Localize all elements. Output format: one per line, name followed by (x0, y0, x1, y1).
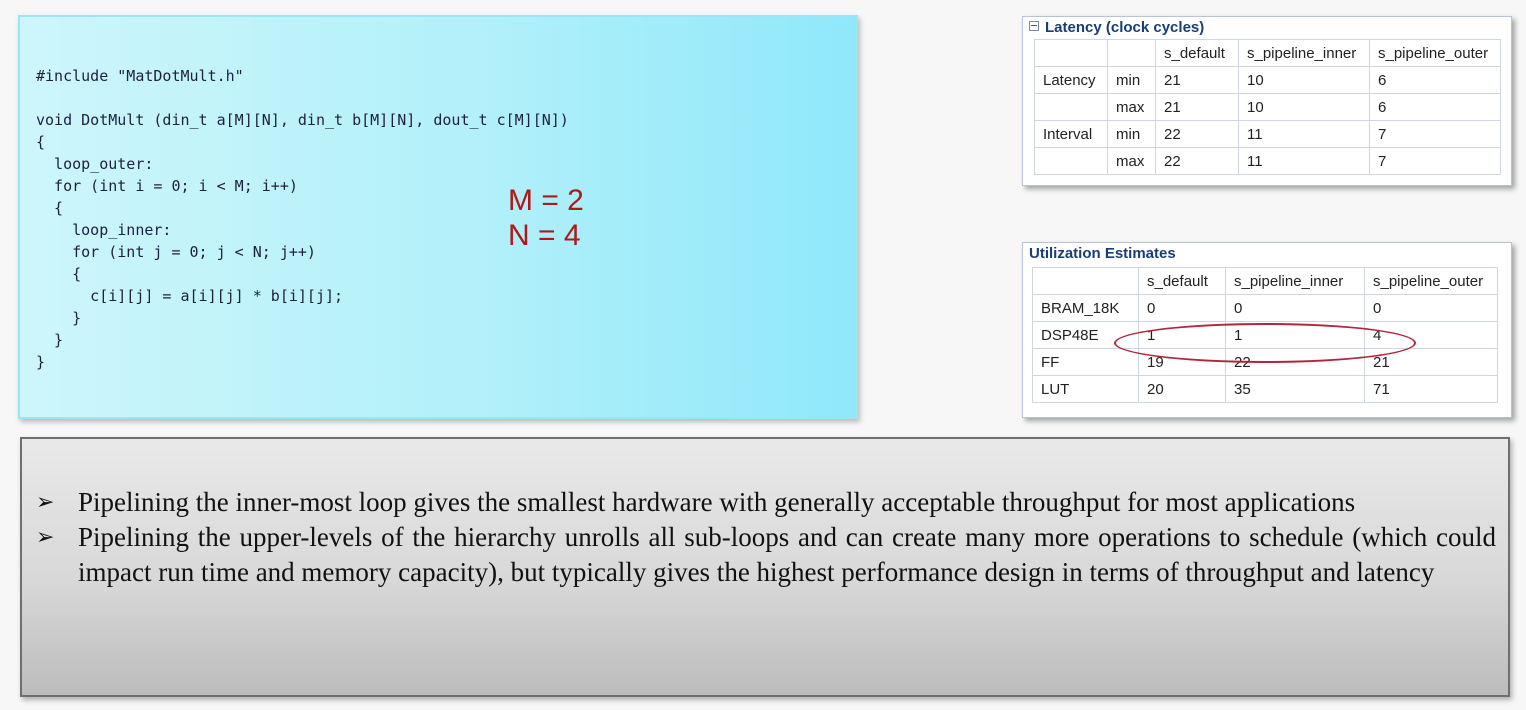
header-cell: s_default (1156, 40, 1239, 67)
table-cell (1035, 148, 1108, 175)
table-row (1035, 94, 1501, 121)
header-cell: s_pipeline_inner (1226, 268, 1365, 295)
table-cell: 20 (1139, 376, 1226, 403)
header-cell (1108, 40, 1156, 67)
code-panel (18, 15, 858, 419)
header-cell: s_pipeline_inner (1239, 40, 1370, 67)
note-bullet (36, 520, 1496, 590)
table-cell: 10 (1239, 67, 1370, 94)
param-n: N = 4 (508, 219, 581, 252)
table-cell: 21 (1365, 349, 1498, 376)
table-row (1033, 376, 1498, 403)
table-header-row (1033, 268, 1498, 295)
table-cell: 21 (1156, 94, 1239, 121)
header-cell: s_pipeline_outer (1370, 40, 1501, 67)
table-cell: 22 (1226, 349, 1365, 376)
table-cell: 4 (1365, 322, 1498, 349)
table-cell: FF (1033, 349, 1139, 376)
header-cell: s_pipeline_outer (1365, 268, 1498, 295)
collapse-icon[interactable] (1029, 21, 1039, 31)
code-line: loop_inner: (36, 221, 172, 239)
header-cell: s_default (1139, 268, 1226, 295)
table-cell: 7 (1370, 148, 1501, 175)
table-cell: BRAM_18K (1033, 295, 1139, 322)
table-cell: 6 (1370, 94, 1501, 121)
param-m: M = 2 (508, 184, 584, 217)
code-block (36, 65, 569, 373)
table-cell: LUT (1033, 376, 1139, 403)
table-cell: 0 (1365, 295, 1498, 322)
table-cell: min (1108, 121, 1156, 148)
code-line: void DotMult (din_t a[M][N], din_t b[M][N], dout_t c[M][N]) (36, 111, 569, 129)
header-cell (1033, 268, 1139, 295)
table-cell: 0 (1139, 295, 1226, 322)
arrow-bullet-icon: ➢ (36, 490, 55, 515)
notes-list (22, 439, 1508, 590)
table-cell: 19 (1139, 349, 1226, 376)
code-line: } (36, 331, 64, 349)
table-header-row (1035, 40, 1501, 67)
table-cell: 1 (1226, 322, 1365, 349)
table-cell: max (1108, 94, 1156, 121)
code-line: { (36, 265, 82, 283)
code-line: #include "MatDotMult.h" (36, 67, 244, 85)
table-cell: 10 (1239, 94, 1370, 121)
note-bullet (36, 485, 1496, 520)
code-line: c[i][j] = a[i][j] * b[i][j]; (36, 287, 344, 305)
utilization-panel-header (1023, 243, 1511, 265)
table-cell: 71 (1365, 376, 1498, 403)
table-cell: 1 (1139, 322, 1226, 349)
code-line: } (36, 353, 46, 371)
table-row (1035, 121, 1501, 148)
table-cell: Latency (1035, 67, 1108, 94)
table-cell: 21 (1156, 67, 1239, 94)
table-cell: 22 (1156, 121, 1239, 148)
table-row (1033, 295, 1498, 322)
table-cell: 7 (1370, 121, 1501, 148)
code-line: for (int i = 0; i < M; i++) (36, 177, 298, 195)
note-text: Pipelining the inner-most loop gives the smallest hardware with generally acceptable throughput for most applications (78, 487, 1356, 517)
utilization-title: Utilization Estimates (1029, 245, 1176, 262)
table-cell: 22 (1156, 148, 1239, 175)
latency-title: Latency (clock cycles) (1045, 19, 1205, 36)
table-cell: 11 (1239, 148, 1370, 175)
table-cell: 6 (1370, 67, 1501, 94)
table-cell (1035, 94, 1108, 121)
dsp48e-highlight-ellipse (1114, 323, 1416, 363)
table-cell: DSP48E (1033, 322, 1139, 349)
code-line: } (36, 309, 82, 327)
table-cell: min (1108, 67, 1156, 94)
loop-parameters (508, 183, 584, 253)
table-cell: 0 (1226, 295, 1365, 322)
code-line: { (36, 133, 46, 151)
header-cell (1035, 40, 1108, 67)
note-text: Pipelining the upper-levels of the hierarchy unrolls all sub-loops and can create many more operations to schedule (which could impact run time and memory capacity), but typically gives the highest performance design in terms of throughput and latency (78, 522, 1496, 587)
table-cell: 11 (1239, 121, 1370, 148)
table-row (1035, 148, 1501, 175)
table-cell: 35 (1226, 376, 1365, 403)
arrow-bullet-icon: ➢ (36, 525, 55, 550)
latency-panel (1022, 16, 1512, 186)
table-cell: max (1108, 148, 1156, 175)
table-cell: Interval (1035, 121, 1108, 148)
notes-panel (20, 437, 1510, 697)
latency-table (1034, 39, 1501, 175)
code-line: for (int j = 0; j < N; j++) (36, 243, 316, 261)
code-line: { (36, 199, 64, 217)
latency-panel-header[interactable] (1023, 17, 1511, 39)
table-row (1035, 67, 1501, 94)
code-line: loop_outer: (36, 155, 154, 173)
